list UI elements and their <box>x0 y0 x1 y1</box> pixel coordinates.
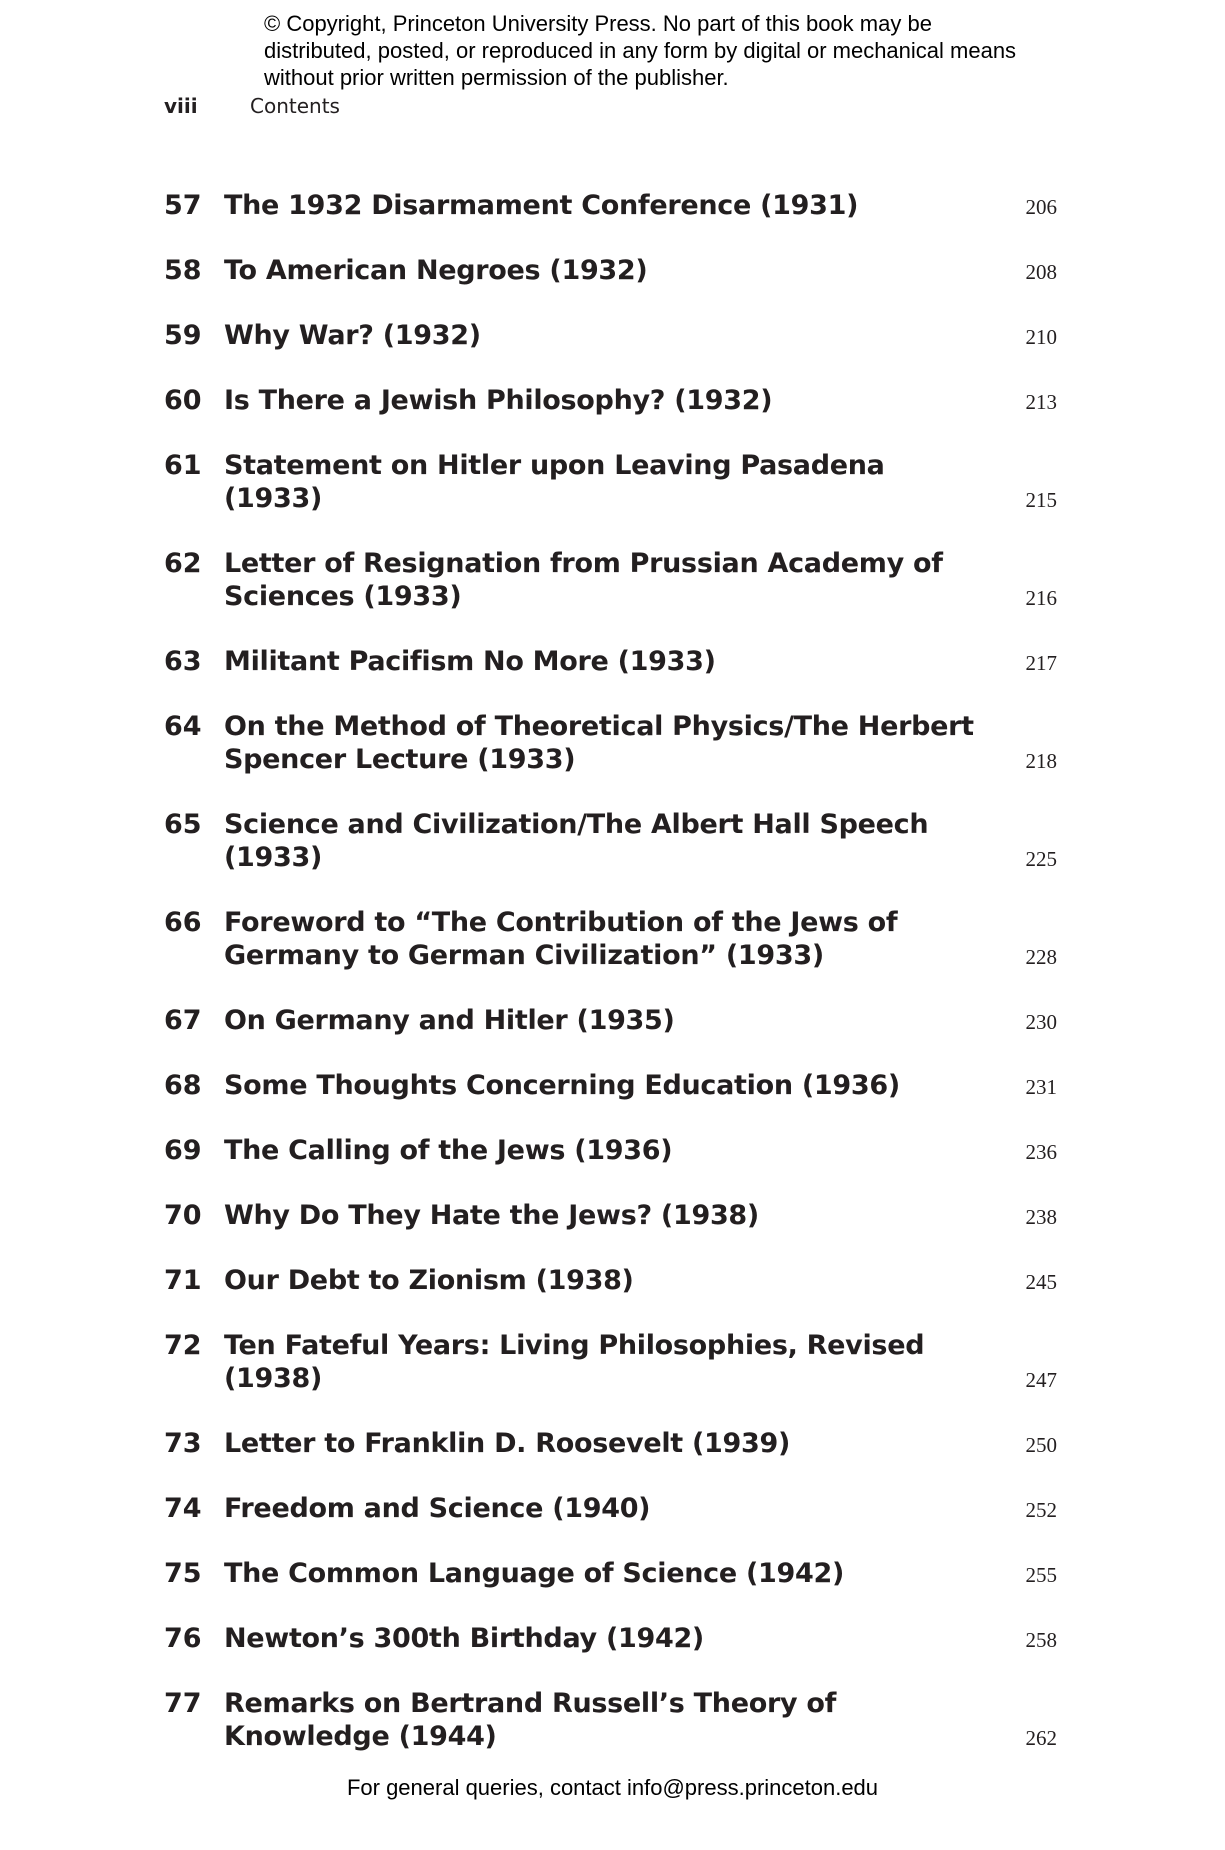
toc-entry[interactable] <box>164 449 1057 515</box>
toc-entry-title: Freedom and Science (1940) <box>224 1493 651 1524</box>
running-head <box>164 92 764 120</box>
toc-entry[interactable] <box>164 1134 1057 1167</box>
toc-entry[interactable] <box>164 189 1057 222</box>
toc-entry-title: The Common Language of Science (1942) <box>224 1558 844 1589</box>
toc-entry[interactable] <box>164 710 1057 776</box>
toc-entry-title: The Calling of the Jews (1936) <box>224 1135 673 1166</box>
toc-entry-title: Letter of Resignation from Prussian Academy of Sciences (1933) <box>224 548 943 612</box>
toc-entry-title: To American Negroes (1932) <box>224 255 648 286</box>
toc-entry-number: 65 <box>164 809 202 840</box>
toc-entry-page: 262 <box>1025 1726 1057 1750</box>
toc-entry[interactable] <box>164 547 1057 613</box>
toc-entry-number: 62 <box>164 548 202 579</box>
toc-entry-number: 60 <box>164 385 202 416</box>
footer-contact: For general queries, contact info@press.princeton.edu <box>346 1775 879 1800</box>
toc-entry-title: Foreword to “The Contribution of the Jews of Germany to German Civilization” (1933) <box>224 907 898 971</box>
toc-entry-number: 76 <box>164 1623 202 1654</box>
toc-entry-title: Letter to Franklin D. Roosevelt (1939) <box>224 1428 791 1459</box>
toc-entry-number: 66 <box>164 907 202 938</box>
toc-entry-title: Remarks on Bertrand Russell’s Theory of Knowledge (1944) <box>224 1688 837 1752</box>
toc-entry-number: 59 <box>164 320 202 351</box>
toc-entry-number: 70 <box>164 1200 202 1231</box>
copyright-notice: © Copyright, Princeton University Press. No part of this book may be distributed, posted, or reproduced in any form by digital or mechanical means without prior written permission of the publisher. <box>264 11 1017 90</box>
toc-entry-title: On the Method of Theoretical Physics/The Herbert Spencer Lecture (1933) <box>224 711 974 775</box>
toc-entry[interactable] <box>164 1264 1057 1297</box>
toc-entry[interactable] <box>164 645 1057 678</box>
toc-entry-title: Newton’s 300th Birthday (1942) <box>224 1623 704 1654</box>
table-of-contents <box>164 189 1057 1753</box>
toc-entry[interactable] <box>164 1329 1057 1395</box>
toc-entry[interactable] <box>164 1427 1057 1460</box>
toc-entry-number: 61 <box>164 450 202 481</box>
toc-entry-number: 58 <box>164 255 202 286</box>
toc-entry-page: 230 <box>1025 1010 1057 1034</box>
toc-entry-page: 255 <box>1025 1563 1057 1587</box>
toc-entry-number: 74 <box>164 1493 202 1524</box>
toc-entry[interactable] <box>164 1069 1057 1102</box>
toc-entry-title: Some Thoughts Concerning Education (1936) <box>224 1070 900 1101</box>
toc-entry-page: 215 <box>1025 488 1057 512</box>
toc-entry[interactable] <box>164 1622 1057 1655</box>
toc-entry-title: Ten Fateful Years: Living Philosophies, Revised (1938) <box>224 1330 925 1394</box>
toc-entry-number: 77 <box>164 1688 202 1719</box>
toc-entry[interactable] <box>164 808 1057 874</box>
toc-entry-number: 64 <box>164 711 202 742</box>
toc-entry-title: The 1932 Disarmament Conference (1931) <box>224 190 859 221</box>
toc-entry-number: 63 <box>164 646 202 677</box>
toc-entry[interactable] <box>164 384 1057 417</box>
toc-entry-number: 72 <box>164 1330 202 1361</box>
toc-entry[interactable] <box>164 1557 1057 1590</box>
toc-entry-page: 250 <box>1025 1433 1057 1457</box>
toc-entry[interactable] <box>164 319 1057 352</box>
running-head-section: Contents <box>250 94 340 118</box>
toc-entry-number: 68 <box>164 1070 202 1101</box>
toc-entry-number: 69 <box>164 1135 202 1166</box>
toc-entry[interactable] <box>164 1004 1057 1037</box>
toc-entry-number: 75 <box>164 1558 202 1589</box>
toc-entry-page: 258 <box>1025 1628 1057 1652</box>
toc-entry-title: Statement on Hitler upon Leaving Pasadena (1933) <box>224 450 885 514</box>
toc-entry-title: Why War? (1932) <box>224 320 481 351</box>
toc-entry-page: 218 <box>1025 749 1057 773</box>
toc-entry-number: 71 <box>164 1265 202 1296</box>
toc-entry-page: 228 <box>1025 945 1057 969</box>
toc-entry-number: 57 <box>164 190 202 221</box>
toc-entry-page: 216 <box>1025 586 1057 610</box>
toc-entry-title: On Germany and Hitler (1935) <box>224 1005 675 1036</box>
toc-entry-page: 245 <box>1025 1270 1057 1294</box>
toc-entry-page: 208 <box>1025 260 1057 284</box>
toc-entry-title: Science and Civilization/The Albert Hall Speech (1933) <box>224 809 929 873</box>
toc-entry-title: Militant Pacifism No More (1933) <box>224 646 716 677</box>
toc-entry-page: 225 <box>1025 847 1057 871</box>
toc-entry-page: 206 <box>1025 195 1057 219</box>
toc-entry-number: 73 <box>164 1428 202 1459</box>
toc-entry-page: 238 <box>1025 1205 1057 1229</box>
page-folio: viii <box>164 94 198 118</box>
toc-entry-title: Is There a Jewish Philosophy? (1932) <box>224 385 773 416</box>
toc-entry-number: 67 <box>164 1005 202 1036</box>
toc-entry-page: 236 <box>1025 1140 1057 1164</box>
toc-entry-page: 213 <box>1025 390 1057 414</box>
toc-entry-title: Our Debt to Zionism (1938) <box>224 1265 634 1296</box>
toc-entry-page: 231 <box>1025 1075 1057 1099</box>
toc-entry-page: 247 <box>1025 1368 1057 1392</box>
toc-entry[interactable] <box>164 1199 1057 1232</box>
toc-entry[interactable] <box>164 1492 1057 1525</box>
toc-entry-page: 217 <box>1025 651 1057 675</box>
toc-entry[interactable] <box>164 1687 1057 1753</box>
toc-entry[interactable] <box>164 906 1057 972</box>
toc-entry-title: Why Do They Hate the Jews? (1938) <box>224 1200 759 1231</box>
toc-entry[interactable] <box>164 254 1057 287</box>
toc-entry-page: 252 <box>1025 1498 1057 1522</box>
toc-entry-page: 210 <box>1025 325 1057 349</box>
